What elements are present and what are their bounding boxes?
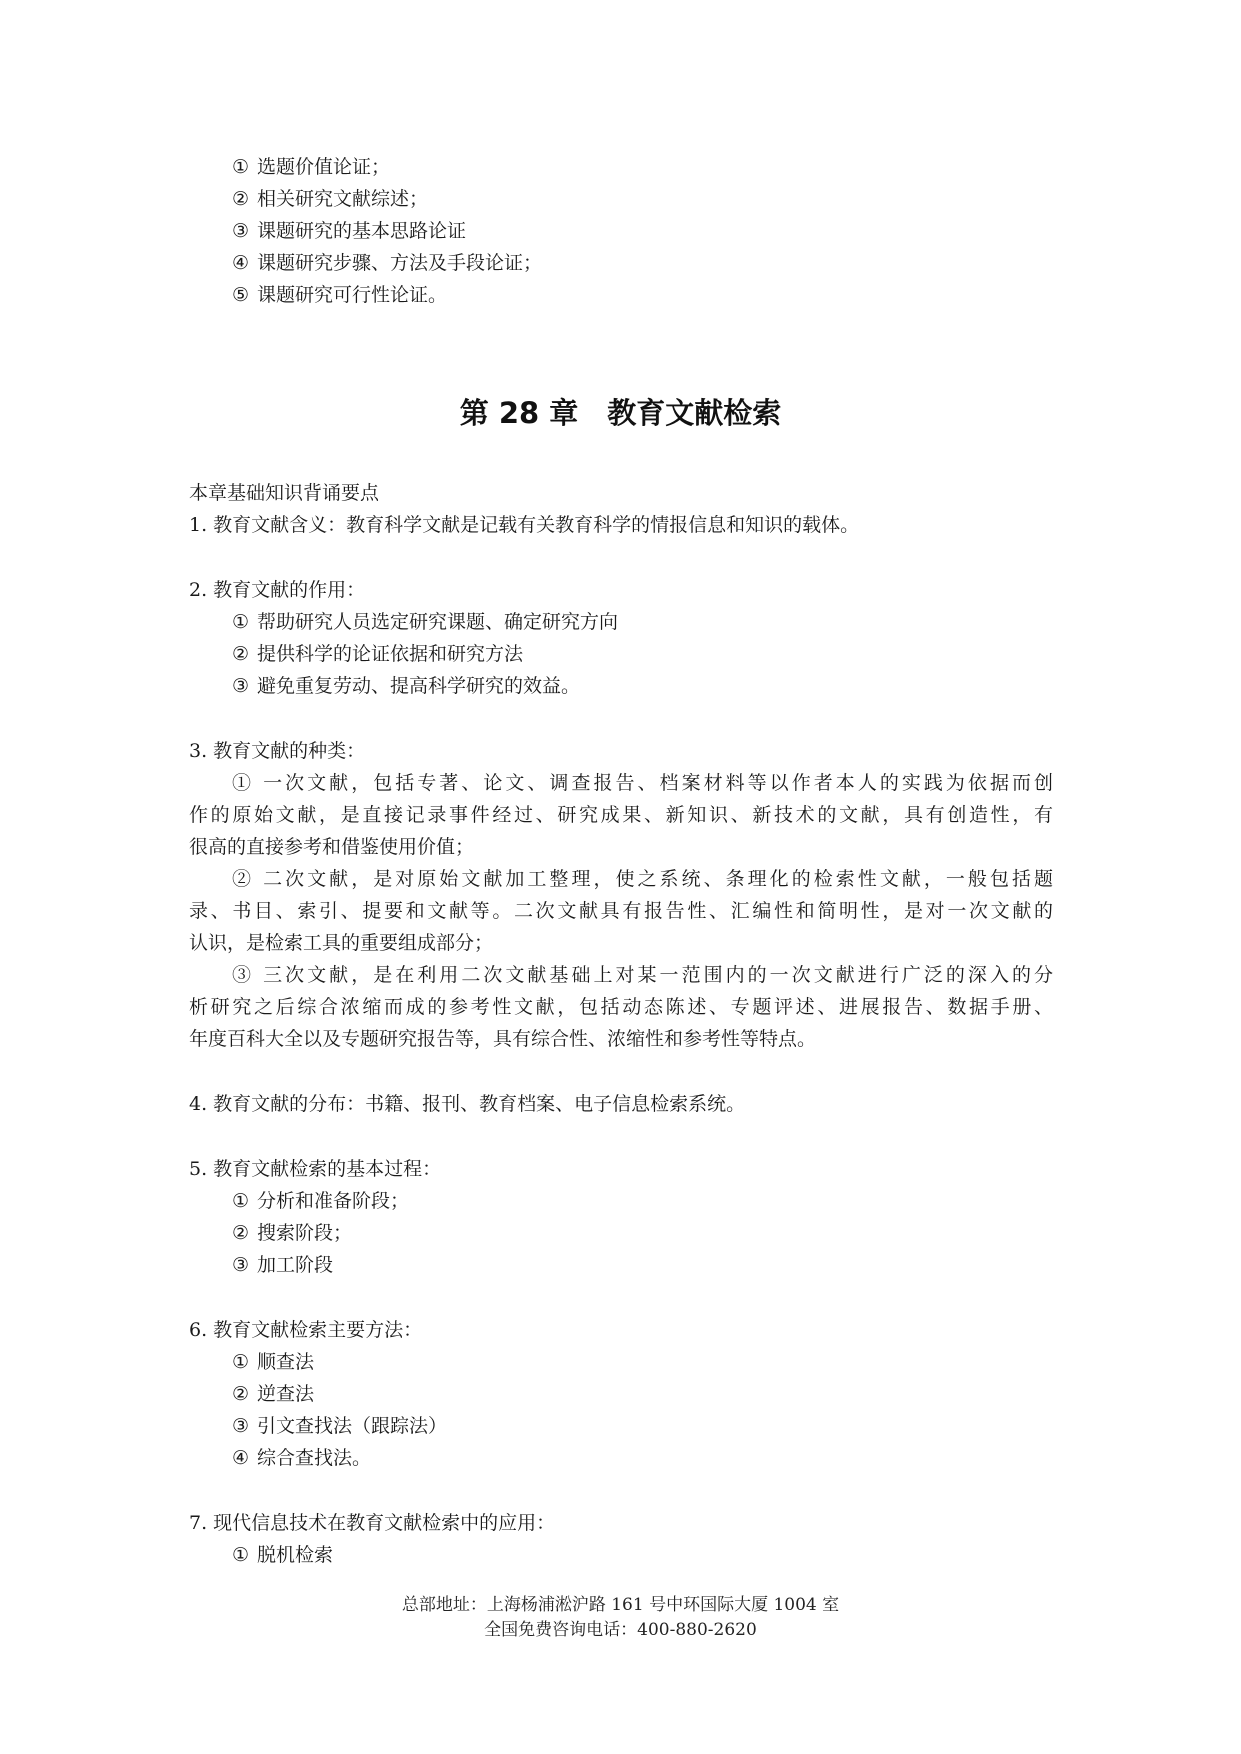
- list-item: [232, 151, 390, 184]
- footer-address: 总部地址：上海杨浦淞沪路 161 号中环国际大厦 1004 室: [401, 1595, 840, 1615]
- item-number: ①: [232, 611, 250, 633]
- item-number: ⑤: [232, 284, 250, 306]
- paragraph-line: 认识，是检索工具的重要组成部分；: [189, 932, 494, 954]
- item-text: 课题研究可行性论证。: [257, 284, 448, 306]
- paragraph-line: ② 二次文献，是对原始文献加工整理，使之系统、条理化的检索性文献，一般包括题: [232, 868, 1053, 890]
- list-item: [232, 1249, 333, 1282]
- paragraph-line: ① 一次文献，包括专著、论文、调查报告、档案材料等以作者本人的实践为依据而创: [232, 772, 1053, 794]
- list-item: [232, 606, 618, 639]
- section-heading: 5. 教育文献检索的基本过程：: [189, 1158, 442, 1180]
- item-text: 提供科学的论证依据和研究方法: [257, 643, 524, 665]
- item-text: 相关研究文献综述；: [257, 188, 429, 210]
- item-text: 脱机检索: [257, 1544, 334, 1566]
- paragraph-line: 析研究之后综合浓缩而成的参考性文献，包括动态陈述、专题评述、进展报告、数据手册、: [189, 996, 1053, 1018]
- item-number: ②: [232, 643, 250, 665]
- item-text: 课题研究步骤、方法及手段论证；: [257, 252, 543, 274]
- list-item: [232, 670, 580, 703]
- section-intro: 本章基础知识背诵要点: [189, 482, 380, 504]
- item-text: 逆查法: [257, 1383, 315, 1405]
- section-heading: 6. 教育文献检索主要方法：: [189, 1319, 423, 1341]
- list-item: [232, 1346, 314, 1379]
- chapter-title: 第 28 章 教育文献检索: [459, 396, 782, 430]
- item-number: ③: [232, 220, 250, 242]
- paragraph-line: 很高的直接参考和借鉴使用价值；: [189, 836, 475, 858]
- item-number: ②: [232, 1222, 250, 1244]
- item-number: ①: [232, 1190, 250, 1212]
- item-number: ①: [232, 1544, 250, 1566]
- section-heading: 3. 教育文献的种类：: [189, 740, 366, 762]
- section-heading: 4. 教育文献的分布：书籍、报刊、教育档案、电子信息检索系统。: [189, 1093, 746, 1115]
- list-item: [232, 1442, 371, 1475]
- list-item: [232, 215, 466, 248]
- paragraph-line: 作的原始文献，是直接记录事件经过、研究成果、新知识、新技术的文献，具有创造性，有: [189, 804, 1053, 826]
- item-text: 顺查法: [257, 1351, 315, 1373]
- footer-phone: 全国免费咨询电话：400-880-2620: [484, 1620, 757, 1640]
- paragraph-line: ③ 三次文献，是在利用二次文献基础上对某一范围内的一次文献进行广泛的深入的分: [232, 964, 1053, 986]
- list-item: [232, 638, 523, 671]
- section-heading: 1. 教育文献含义：教育科学文献是记载有关教育科学的情报信息和知识的载体。: [189, 514, 860, 536]
- list-item: [232, 1185, 409, 1218]
- item-text: 课题研究的基本思路论证: [257, 220, 467, 242]
- list-item: [232, 247, 542, 280]
- item-number: ①: [232, 1351, 250, 1373]
- list-item: [232, 279, 447, 312]
- section-heading: 7. 现代信息技术在教育文献检索中的应用：: [189, 1512, 556, 1534]
- item-number: ③: [232, 1415, 250, 1437]
- list-item: [232, 1410, 447, 1443]
- paragraph-line: 年度百科大全以及专题研究报告等，具有综合性、浓缩性和参考性等特点。: [189, 1028, 817, 1050]
- item-number: ③: [232, 1254, 250, 1276]
- item-text: 分析和准备阶段；: [257, 1190, 410, 1212]
- item-number: ②: [232, 188, 250, 210]
- item-text: 加工阶段: [257, 1254, 334, 1276]
- item-text: 引文查找法（跟踪法）: [257, 1415, 448, 1437]
- item-number: ③: [232, 675, 250, 697]
- item-text: 搜索阶段；: [257, 1222, 353, 1244]
- list-item: [232, 1378, 314, 1411]
- item-text: 帮助研究人员选定研究课题、确定研究方向: [257, 611, 619, 633]
- paragraph-line: 录、书目、索引、提要和文献等。二次文献具有报告性、汇编性和简明性，是对一次文献的: [189, 900, 1053, 922]
- item-number: ②: [232, 1383, 250, 1405]
- list-item: [232, 1539, 333, 1572]
- item-number: ④: [232, 1447, 250, 1469]
- item-text: 综合查找法。: [257, 1447, 372, 1469]
- list-item: [232, 1217, 352, 1250]
- item-number: ④: [232, 252, 250, 274]
- list-item: [232, 183, 428, 216]
- item-text: 避免重复劳动、提高科学研究的效益。: [257, 675, 581, 697]
- item-number: ①: [232, 156, 250, 178]
- item-text: 选题价值论证；: [257, 156, 391, 178]
- section-heading: 2. 教育文献的作用：: [189, 579, 366, 601]
